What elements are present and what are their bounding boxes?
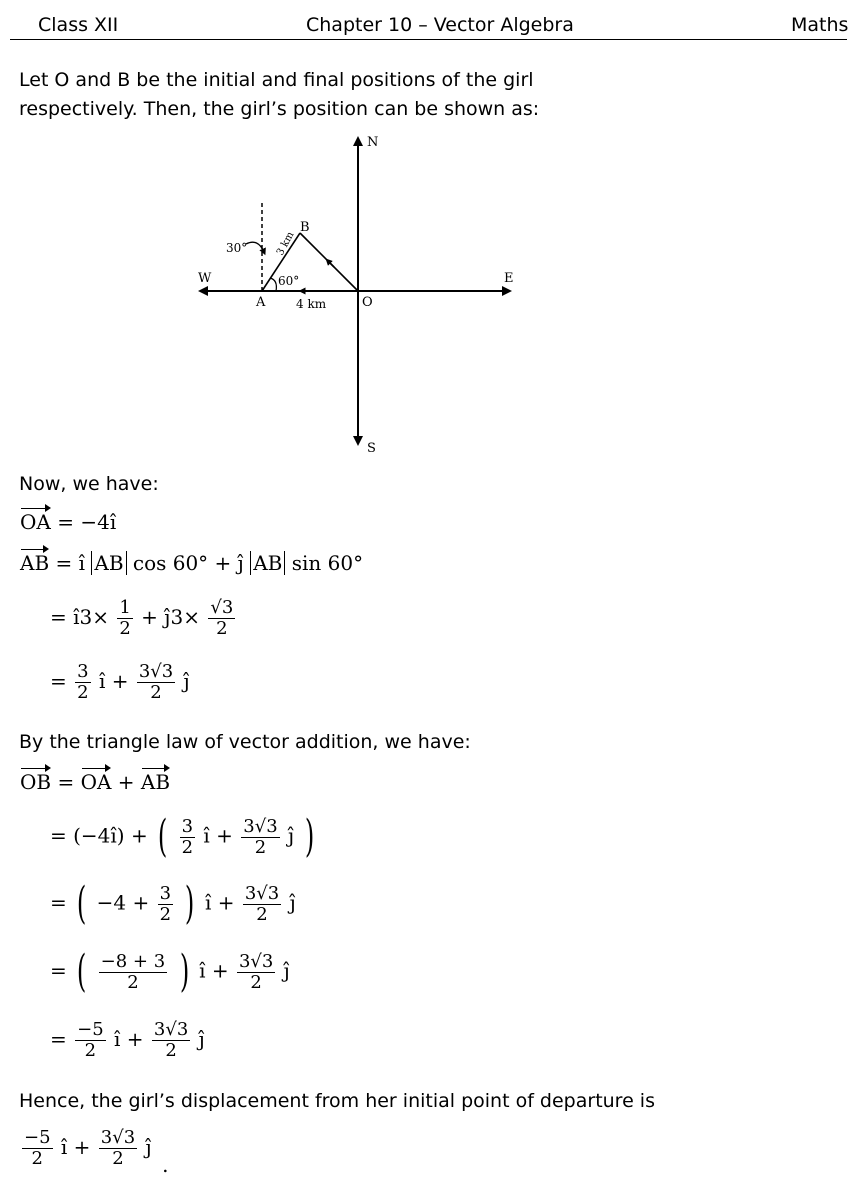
eq-ob-line4: = ( $\frac{-8 + 3}{2}$ ) î + $\frac{3√3}{2}$ ĵ	[50, 946, 290, 997]
l4-eq: =	[50, 669, 67, 693]
ob-l4-frac1: $\frac{-8 + 3}{2}$	[100, 950, 166, 993]
eq-oa-rhs: = −4	[50, 510, 110, 534]
ob-l5-frac1: $\frac{-5}{2}$	[77, 1019, 104, 1061]
page-header	[0, 0, 857, 40]
header-divider	[10, 39, 847, 40]
eq-ob-plus: +	[111, 770, 141, 794]
ob-l2-a: = (−4î) +	[50, 823, 148, 848]
ob-l4-frac2: $\frac{3√3}{2}$	[238, 950, 274, 993]
ob-l3-i: î +	[204, 890, 235, 915]
label-30: 30°	[226, 241, 248, 255]
label-3km: 3 km	[274, 230, 297, 258]
ob-l2-frac1: $\frac{3}{2}$	[181, 815, 194, 858]
ob-l3-j: ĵ	[289, 890, 296, 915]
final-j: ĵ	[145, 1135, 152, 1159]
ob-l4-j: ĵ	[283, 958, 290, 983]
l4-j: ĵ	[183, 669, 190, 693]
header-chapter: Chapter 10 – Vector Algebra	[306, 14, 574, 36]
eq-ob-line2: = (−4î) + ( $\frac{3}{2}$ î + $\frac{3√3}{2}$ ĵ )	[50, 811, 314, 862]
label-s: S	[367, 441, 376, 456]
ob-l3-frac1: $\frac{3}{2}$	[159, 882, 172, 925]
abs-ab-2: AB	[250, 551, 285, 575]
intro-line-2: respectively. Then, the girl’s position can be shown as:	[19, 98, 540, 120]
final-dot: .	[162, 1153, 169, 1177]
ob-l2-j: ĵ	[288, 823, 295, 848]
direction-diagram	[190, 128, 530, 463]
final-i: î +	[60, 1135, 91, 1159]
eq-ab-sin: sin 60°	[285, 551, 364, 575]
triangle-law-text: By the triangle law of vector addition, we have:	[19, 731, 471, 753]
l4-i: î +	[98, 669, 129, 693]
header-class: Class XII	[38, 14, 119, 36]
ob-l3-a: =	[50, 890, 74, 915]
ob-l2-frac2: $\frac{3√3}{2}$	[243, 815, 278, 858]
eq-ob-line3: = ( −4 + $\frac{3}{2}$ ) î + $\frac{3√3}{2}$ ĵ	[50, 878, 296, 929]
l3-a: = î3×	[50, 605, 109, 629]
final-frac1: $\frac{-5}{2}$	[24, 1127, 51, 1169]
ob-l3-frac2: $\frac{3√3}{2}$	[244, 882, 280, 925]
frac-3-2: $\frac{3}{2}$	[77, 661, 89, 703]
ob-l2-i: î +	[203, 823, 233, 848]
eq-oa	[20, 510, 116, 534]
ob-l5-frac2: $\frac{3√3}{2}$	[153, 1019, 189, 1061]
ob-l5-i: î +	[114, 1027, 144, 1051]
ob-l5-eq: =	[50, 1027, 67, 1051]
label-b: B	[300, 220, 310, 235]
frac-3sqrt3-2: $\frac{3√3}{2}$	[138, 661, 174, 703]
label-4km: 4 km	[296, 297, 327, 311]
label-e: E	[504, 271, 514, 286]
header-subject: Maths	[791, 14, 849, 36]
angle-30-arc	[246, 242, 264, 252]
eq-ab-line3	[50, 598, 237, 639]
eq-ab-eq: = î	[49, 551, 92, 575]
final-frac2: $\frac{3√3}{2}$	[100, 1127, 136, 1169]
l3-b: + ĵ3×	[141, 605, 200, 629]
label-60: 60°	[278, 274, 300, 288]
eq-ab-line4	[50, 662, 190, 703]
ob-l4-i: î +	[199, 958, 229, 983]
vec-ob: OB	[20, 770, 52, 794]
vec-ab: AB	[20, 551, 50, 575]
label-a: A	[256, 295, 266, 310]
ob-l5-j: ĵ	[198, 1027, 205, 1051]
label-n: N	[367, 135, 379, 150]
eq-ob	[20, 770, 170, 794]
final-answer	[20, 1127, 169, 1177]
frac-sqrt3-2: $\frac{√3}{2}$	[210, 597, 234, 639]
eq-ob-eq: =	[51, 770, 81, 794]
ob-l4-a: =	[50, 958, 74, 983]
abs-ab-1: AB	[91, 551, 126, 575]
vec-ab-2: AB	[140, 770, 171, 794]
eq-oa-i: î	[109, 510, 117, 534]
eq-ab-cos: cos 60° + ĵ	[126, 551, 251, 575]
vec-oa-2: OA	[80, 770, 112, 794]
label-w: W	[198, 271, 212, 286]
eq-ab	[20, 551, 363, 575]
bo-arrow	[328, 261, 334, 267]
vec-oa: OA	[20, 510, 51, 534]
ob-l3-in: −4 +	[96, 890, 150, 915]
angle-60-arc	[270, 278, 276, 291]
conclusion-text: Hence, the girl’s displacement from her initial point of departure is	[19, 1090, 655, 1112]
intro-line-1: Let O and B be the initial and final positions of the girl	[19, 69, 534, 91]
label-o: O	[362, 295, 373, 310]
eq-ob-line5	[50, 1020, 205, 1061]
frac-half: $\frac{1}{2}$	[119, 597, 131, 639]
now-we-have: Now, we have:	[19, 473, 159, 495]
